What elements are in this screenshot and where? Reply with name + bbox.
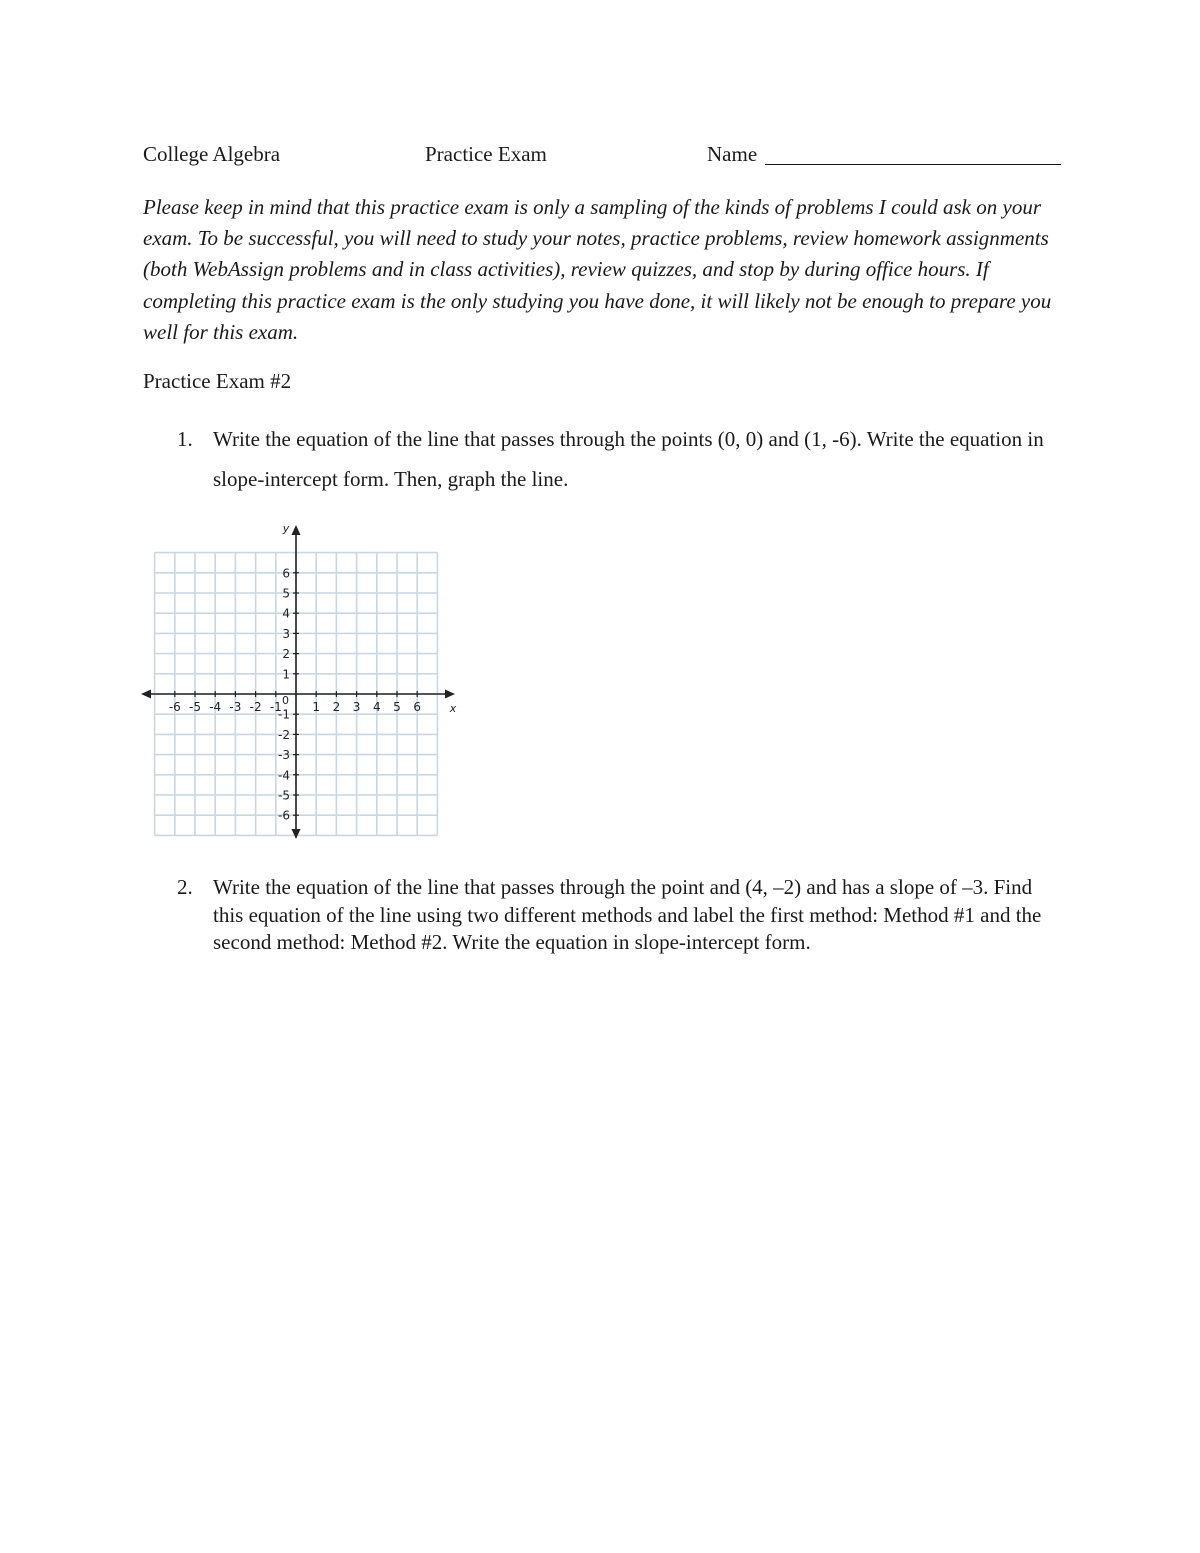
y-tick-label: -5 [278, 788, 290, 803]
question-text: Write the equation of the line that passes through the point and (4, –2) and has a slope of –3. Find this equation of the line using two different methods and label the first method: Method #1 and the second method: Method #2. Write the equation in slope-intercept form. [213, 875, 1042, 954]
y-axis-label: y [282, 522, 290, 535]
y-tick-label: -3 [278, 748, 290, 763]
name-blank-line [765, 164, 1061, 165]
x-tick-label: 6 [413, 700, 422, 714]
y-tick-label: -6 [278, 808, 290, 823]
y-tick-label: 2 [282, 647, 290, 662]
question-text: Write the equation of the line that passes through the points (0, 0) and (1, -6). Write the equation in slope-intercept form. Then, graph the line. [213, 427, 1044, 491]
y-axis-arrow-up [292, 525, 301, 535]
x-tick-label: 1 [312, 700, 321, 714]
x-tick-label: 5 [393, 700, 401, 714]
exam-title: Practice Exam [425, 142, 547, 166]
y-tick-label: -4 [278, 768, 290, 783]
question-number: 1. [177, 427, 193, 451]
x-tick-label: 4 [372, 700, 381, 714]
origin-label: 0 [282, 694, 289, 707]
exam-header [143, 142, 1063, 172]
x-axis-arrow-right [445, 690, 455, 699]
x-tick-label: -5 [189, 700, 201, 714]
y-tick-label: 1 [282, 667, 290, 682]
y-tick-label: 6 [282, 566, 290, 581]
x-tick-label: -3 [229, 700, 242, 714]
x-axis-arrow-left [141, 690, 151, 699]
x-tick-label: -2 [249, 700, 262, 714]
y-tick-label: -2 [278, 727, 290, 742]
y-tick-label: 5 [282, 586, 290, 601]
coordinate-grid [136, 516, 466, 846]
section-title: Practice Exam #2 [143, 369, 292, 393]
intro-paragraph: Please keep in mind that this practice exam is only a sampling of the kinds of problems I could ask on your exam. To be successful, you will need to study your notes, practice problems, review homework assignments (both WebAssign problems and in class activities), review quizzes, and stop by during office hours. If completing this practice exam is the only studying you have done, it will likely not be enough to prepare you well for this exam. [143, 195, 1052, 344]
name-label: Name [707, 142, 758, 166]
question-number: 2. [177, 875, 193, 899]
y-tick-label: 4 [282, 606, 290, 621]
y-tick-label: -1 [278, 707, 290, 722]
x-tick-label: 2 [332, 700, 341, 714]
x-tick-label: -4 [209, 700, 222, 714]
course-title: College Algebra [143, 142, 281, 166]
x-tick-label: -1 [269, 700, 282, 714]
x-tick-label: -6 [168, 700, 181, 714]
tick-labels [169, 522, 457, 823]
y-tick-label: 3 [282, 626, 290, 641]
y-axis-arrow-down [292, 829, 301, 839]
x-axis-label: x [449, 702, 457, 715]
x-tick-label: 3 [352, 700, 361, 714]
